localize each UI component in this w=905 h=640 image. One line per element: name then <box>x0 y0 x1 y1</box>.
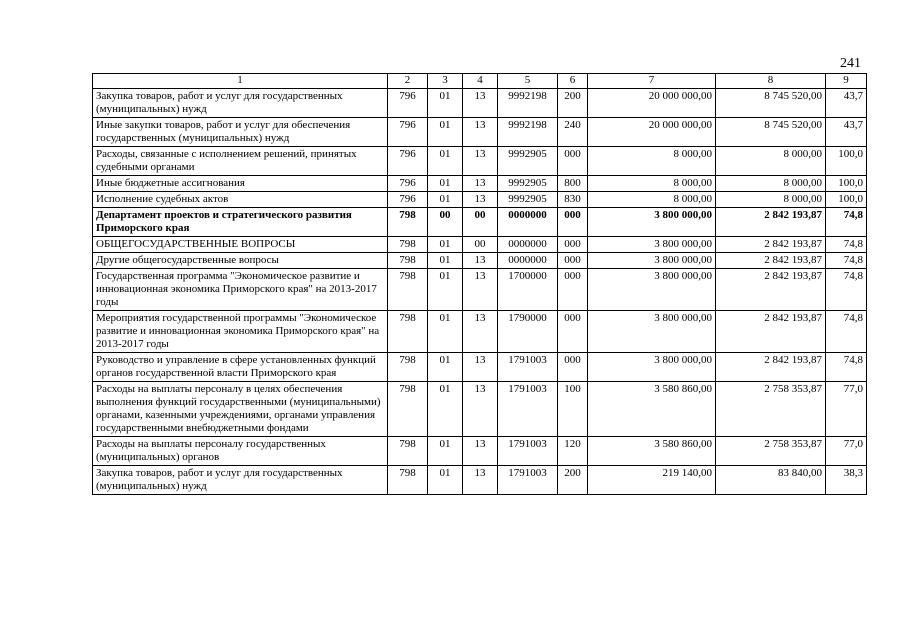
row-code-4: 13 <box>463 437 498 466</box>
table-row <box>93 311 867 353</box>
row-name: Закупка товаров, работ и услуг для государственных (муниципальных) нужд <box>93 89 388 118</box>
row-amount-8: 8 000,00 <box>716 176 826 192</box>
column-header: 3 <box>428 74 463 89</box>
row-code-5: 1790000 <box>498 311 558 353</box>
row-name: Другие общегосударственные вопросы <box>93 253 388 269</box>
page-number: 241 <box>840 56 861 71</box>
row-code-6: 000 <box>558 311 588 353</box>
row-code-4: 13 <box>463 253 498 269</box>
row-code-2: 798 <box>388 208 428 237</box>
row-amount-7: 8 000,00 <box>588 176 716 192</box>
row-percent-9: 77,0 <box>826 437 867 466</box>
row-amount-8: 8 745 520,00 <box>716 89 826 118</box>
row-code-6: 000 <box>558 237 588 253</box>
row-amount-7: 3 580 860,00 <box>588 437 716 466</box>
header-row <box>93 74 867 89</box>
row-code-3: 01 <box>428 237 463 253</box>
row-code-5: 0000000 <box>498 237 558 253</box>
row-name: Исполнение судебных актов <box>93 192 388 208</box>
row-name: Расходы на выплаты персоналу в целях обеспечения выполнения функций государственными (муниципальными) органами, казенными учреждениями, органами управления государственными внебюджетными фондами <box>93 382 388 437</box>
row-amount-7: 3 800 000,00 <box>588 237 716 253</box>
row-code-5: 0000000 <box>498 208 558 237</box>
row-amount-8: 2 842 193,87 <box>716 237 826 253</box>
table-row <box>93 237 867 253</box>
row-code-5: 1791003 <box>498 466 558 495</box>
table-row <box>93 192 867 208</box>
row-name: Иные бюджетные ассигнования <box>93 176 388 192</box>
row-amount-8: 2 842 193,87 <box>716 353 826 382</box>
row-code-3: 01 <box>428 466 463 495</box>
row-percent-9: 74,8 <box>826 311 867 353</box>
row-code-5: 9992198 <box>498 89 558 118</box>
row-code-2: 798 <box>388 269 428 311</box>
row-code-6: 000 <box>558 147 588 176</box>
row-amount-8: 2 758 353,87 <box>716 437 826 466</box>
row-amount-8: 8 000,00 <box>716 192 826 208</box>
row-code-3: 01 <box>428 437 463 466</box>
row-name: Иные закупки товаров, работ и услуг для обеспечения государственных (муниципальных) нужд <box>93 118 388 147</box>
row-percent-9: 100,0 <box>826 192 867 208</box>
row-amount-7: 20 000 000,00 <box>588 118 716 147</box>
row-percent-9: 74,8 <box>826 269 867 311</box>
row-amount-7: 3 800 000,00 <box>588 353 716 382</box>
table-row <box>93 466 867 495</box>
row-code-4: 13 <box>463 311 498 353</box>
row-amount-8: 8 000,00 <box>716 147 826 176</box>
row-code-4: 13 <box>463 382 498 437</box>
row-code-2: 796 <box>388 192 428 208</box>
row-percent-9: 43,7 <box>826 118 867 147</box>
column-header: 5 <box>498 74 558 89</box>
row-code-3: 01 <box>428 269 463 311</box>
budget-table <box>92 73 867 495</box>
row-code-3: 01 <box>428 353 463 382</box>
table-row <box>93 437 867 466</box>
row-percent-9: 38,3 <box>826 466 867 495</box>
row-percent-9: 74,8 <box>826 237 867 253</box>
row-name: Закупка товаров, работ и услуг для государственных (муниципальных) нужд <box>93 466 388 495</box>
row-name: Департамент проектов и стратегического развития Приморского края <box>93 208 388 237</box>
row-code-4: 13 <box>463 89 498 118</box>
row-code-4: 13 <box>463 147 498 176</box>
row-name: Мероприятия государственной программы "Экономическое развитие и инновационная экономика Приморского края" на 2013-2017 годы <box>93 311 388 353</box>
row-code-6: 000 <box>558 208 588 237</box>
row-amount-8: 2 842 193,87 <box>716 253 826 269</box>
column-header: 8 <box>716 74 826 89</box>
row-code-6: 000 <box>558 253 588 269</box>
row-code-6: 120 <box>558 437 588 466</box>
row-amount-8: 2 842 193,87 <box>716 269 826 311</box>
row-code-6: 800 <box>558 176 588 192</box>
row-code-3: 01 <box>428 253 463 269</box>
row-code-5: 0000000 <box>498 253 558 269</box>
row-code-6: 000 <box>558 269 588 311</box>
row-code-4: 13 <box>463 269 498 311</box>
row-code-5: 9992905 <box>498 176 558 192</box>
row-code-3: 01 <box>428 147 463 176</box>
column-header: 2 <box>388 74 428 89</box>
table-row <box>93 269 867 311</box>
row-code-5: 1791003 <box>498 353 558 382</box>
table-row <box>93 208 867 237</box>
row-code-4: 13 <box>463 353 498 382</box>
row-code-2: 798 <box>388 437 428 466</box>
row-code-6: 200 <box>558 466 588 495</box>
row-amount-7: 3 800 000,00 <box>588 253 716 269</box>
row-code-6: 200 <box>558 89 588 118</box>
table-row <box>93 147 867 176</box>
column-header: 6 <box>558 74 588 89</box>
row-name: Расходы, связанные с исполнением решений, принятых судебными органами <box>93 147 388 176</box>
row-code-2: 796 <box>388 147 428 176</box>
row-name: Государственная программа "Экономическое развитие и инновационная экономика Приморского края" на 2013-2017 годы <box>93 269 388 311</box>
row-code-5: 9992905 <box>498 147 558 176</box>
row-code-2: 796 <box>388 89 428 118</box>
row-code-3: 01 <box>428 118 463 147</box>
row-code-3: 01 <box>428 176 463 192</box>
row-code-2: 796 <box>388 176 428 192</box>
row-code-4: 00 <box>463 208 498 237</box>
column-header: 7 <box>588 74 716 89</box>
row-code-2: 798 <box>388 311 428 353</box>
table-row <box>93 253 867 269</box>
row-code-4: 00 <box>463 237 498 253</box>
row-amount-7: 3 800 000,00 <box>588 311 716 353</box>
table-row <box>93 176 867 192</box>
column-header: 9 <box>826 74 867 89</box>
row-code-6: 830 <box>558 192 588 208</box>
row-code-3: 01 <box>428 89 463 118</box>
row-code-4: 13 <box>463 466 498 495</box>
row-code-6: 000 <box>558 353 588 382</box>
row-code-6: 100 <box>558 382 588 437</box>
row-code-2: 796 <box>388 118 428 147</box>
row-amount-7: 219 140,00 <box>588 466 716 495</box>
row-percent-9: 100,0 <box>826 147 867 176</box>
row-code-2: 798 <box>388 237 428 253</box>
table-row <box>93 89 867 118</box>
table-body <box>93 89 867 495</box>
row-code-2: 798 <box>388 353 428 382</box>
row-code-5: 1791003 <box>498 382 558 437</box>
row-amount-8: 83 840,00 <box>716 466 826 495</box>
row-name: ОБЩЕГОСУДАРСТВЕННЫЕ ВОПРОСЫ <box>93 237 388 253</box>
row-code-3: 00 <box>428 208 463 237</box>
row-amount-7: 3 580 860,00 <box>588 382 716 437</box>
row-amount-7: 8 000,00 <box>588 192 716 208</box>
row-code-5: 9992905 <box>498 192 558 208</box>
row-percent-9: 74,8 <box>826 353 867 382</box>
table-row <box>93 118 867 147</box>
row-code-3: 01 <box>428 311 463 353</box>
row-percent-9: 100,0 <box>826 176 867 192</box>
row-amount-8: 2 842 193,87 <box>716 311 826 353</box>
row-code-6: 240 <box>558 118 588 147</box>
row-code-2: 798 <box>388 466 428 495</box>
row-code-5: 9992198 <box>498 118 558 147</box>
row-percent-9: 77,0 <box>826 382 867 437</box>
row-code-5: 1791003 <box>498 437 558 466</box>
row-amount-8: 8 745 520,00 <box>716 118 826 147</box>
row-amount-7: 3 800 000,00 <box>588 269 716 311</box>
column-header: 4 <box>463 74 498 89</box>
row-amount-8: 2 842 193,87 <box>716 208 826 237</box>
table-row <box>93 353 867 382</box>
row-code-4: 13 <box>463 118 498 147</box>
row-code-5: 1700000 <box>498 269 558 311</box>
row-code-2: 798 <box>388 382 428 437</box>
table-row <box>93 382 867 437</box>
row-code-2: 798 <box>388 253 428 269</box>
column-header: 1 <box>93 74 388 89</box>
row-percent-9: 74,8 <box>826 208 867 237</box>
row-percent-9: 74,8 <box>826 253 867 269</box>
row-amount-7: 3 800 000,00 <box>588 208 716 237</box>
row-code-3: 01 <box>428 192 463 208</box>
row-name: Расходы на выплаты персоналу государственных (муниципальных) органов <box>93 437 388 466</box>
row-name: Руководство и управление в сфере установленных функций органов государственной власти Приморского края <box>93 353 388 382</box>
row-amount-7: 20 000 000,00 <box>588 89 716 118</box>
row-percent-9: 43,7 <box>826 89 867 118</box>
row-amount-8: 2 758 353,87 <box>716 382 826 437</box>
row-code-3: 01 <box>428 382 463 437</box>
row-code-4: 13 <box>463 176 498 192</box>
row-code-4: 13 <box>463 192 498 208</box>
row-amount-7: 8 000,00 <box>588 147 716 176</box>
